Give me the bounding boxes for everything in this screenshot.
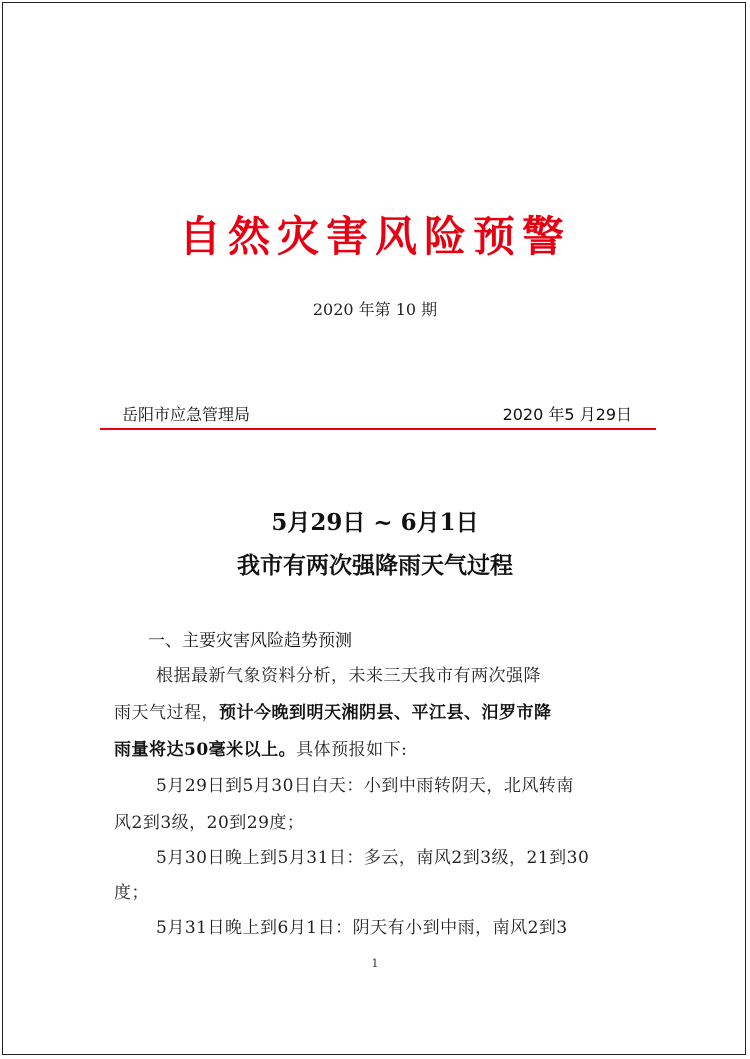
paragraph-emphasis: 雨量将达50毫米以上。: [114, 740, 297, 760]
headline-subject: 我市有两次强降雨天气过程: [237, 552, 513, 579]
paragraph-line: [114, 699, 552, 727]
section-heading: 一、主要灾害风险趋势预测: [148, 631, 352, 651]
paragraph-line: 根据最新气象资料分析，未来三天我市有两次强降: [156, 666, 541, 686]
forecast-line: 风2到3级，20到29度；: [114, 813, 305, 833]
issue-number: 2020 年第 10 期: [312, 300, 438, 319]
paragraph-emphasis: 预计今晚到明天湘阴县、平江县、汨罗市降: [219, 703, 552, 723]
paragraph-line: [114, 736, 407, 764]
forecast-line: 5月31日晚上到6月1日：阴天有小到中雨，南风2到3: [156, 918, 568, 938]
forecast-line: 5月30日晚上到5月31日：多云，南风2到3级，21到30: [156, 848, 590, 868]
issue-date: 2020 年5 月29日: [502, 405, 632, 424]
masthead: [122, 402, 632, 428]
red-divider: [100, 428, 656, 430]
forecast-line: 度；: [114, 883, 149, 903]
document-title: 自然灾害风险预警: [178, 212, 571, 261]
headline-date-range: 5月29日 ~ 6月1日: [271, 509, 479, 536]
paragraph-text: 雨天气过程，: [114, 703, 219, 723]
page-number: 1: [371, 957, 379, 970]
forecast-line: 5月29日到5月30日白天：小到中雨转阴天，北风转南: [156, 776, 574, 796]
paragraph-text: 具体预报如下:: [296, 740, 408, 760]
issuer-name: 岳阳市应急管理局: [122, 405, 251, 424]
